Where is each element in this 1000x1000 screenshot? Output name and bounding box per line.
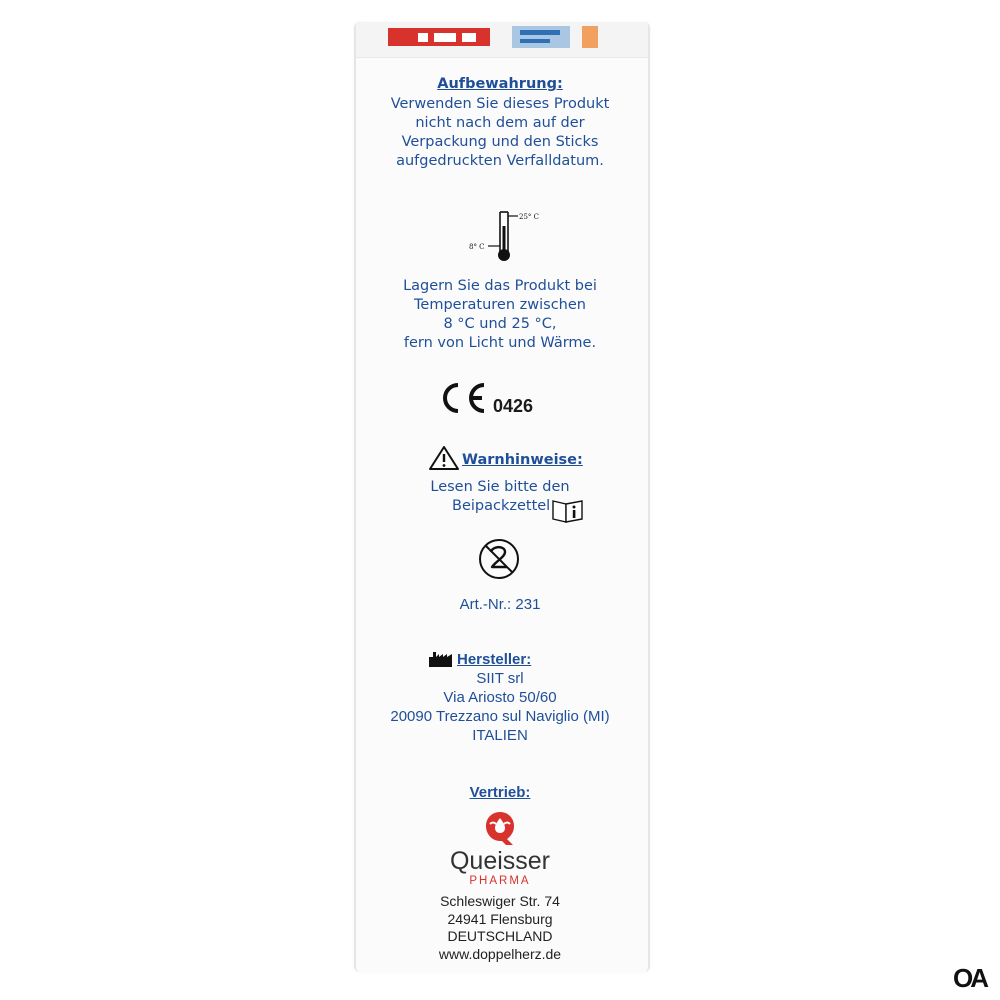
box-top-flap [356, 22, 648, 58]
ce-mark-icon [438, 380, 492, 416]
flap-orange-print [582, 26, 598, 48]
storage-line: aufgedruckten Verfalldatum. [396, 153, 604, 169]
distributor-address [354, 893, 646, 963]
storage-line: Verwenden Sie dieses Produkt [390, 96, 610, 112]
manufacturer-address [354, 669, 646, 745]
temperature-line: fern von Licht und Wärme. [403, 335, 597, 351]
distributor-logo-sub: PHARMA [469, 875, 531, 887]
manufacturer-line: Via Ariosto 50/60 [443, 689, 557, 706]
warnings-line-1: Lesen Sie bitte den [430, 479, 570, 495]
warning-triangle-icon [428, 445, 460, 471]
manufacturer-line: SIIT srl [476, 670, 524, 687]
storage-line: nicht nach dem auf der [415, 115, 585, 131]
distributor-line: 24941 Flensburg [447, 910, 553, 927]
manufacturer-heading: Hersteller: [457, 651, 532, 668]
warnings-line-2: Beipackzettel [452, 498, 551, 514]
temperature-line: 8 °C und 25 °C, [443, 316, 557, 332]
storage-line: Verpackung und den Sticks [401, 134, 599, 150]
flap-blue-print [512, 26, 570, 48]
manufacturer-line: 20090 Trezzano sul Naviglio (MI) [390, 708, 610, 725]
thermometer-icon [466, 208, 546, 264]
manufacturer-factory-icon [428, 650, 454, 668]
corner-watermark: OA [953, 963, 986, 993]
thermometer-max-label: 25° C [519, 213, 539, 221]
manufacturer-line: ITALIEN [472, 727, 528, 744]
storage-text [354, 95, 646, 171]
queisser-logo-icon [478, 808, 522, 848]
distributor-website: www.doppelherz.de [438, 945, 562, 962]
distribution-heading: Vertrieb: [469, 784, 531, 801]
ce-notified-body-number: 0426 [493, 396, 534, 416]
distributor-line: Schleswiger Str. 74 [440, 893, 560, 909]
temperature-line: Lagern Sie das Produkt bei [403, 278, 597, 294]
temperature-line: Temperaturen zwischen [414, 297, 586, 313]
temperature-text [354, 277, 646, 353]
storage-heading: Aufbewahrung: [437, 76, 563, 92]
instructions-leaflet-icon [551, 498, 585, 524]
flap-red-print [388, 28, 490, 46]
do-not-reuse-icon [478, 538, 520, 580]
distributor-logo-name: Queisser [449, 847, 551, 875]
distributor-line: DEUTSCHLAND [447, 928, 553, 944]
thermometer-min-label: 8° C [469, 243, 485, 251]
article-number: Art.-Nr.: 231 [459, 596, 541, 613]
warnings-heading: Warnhinweise: [462, 452, 583, 468]
